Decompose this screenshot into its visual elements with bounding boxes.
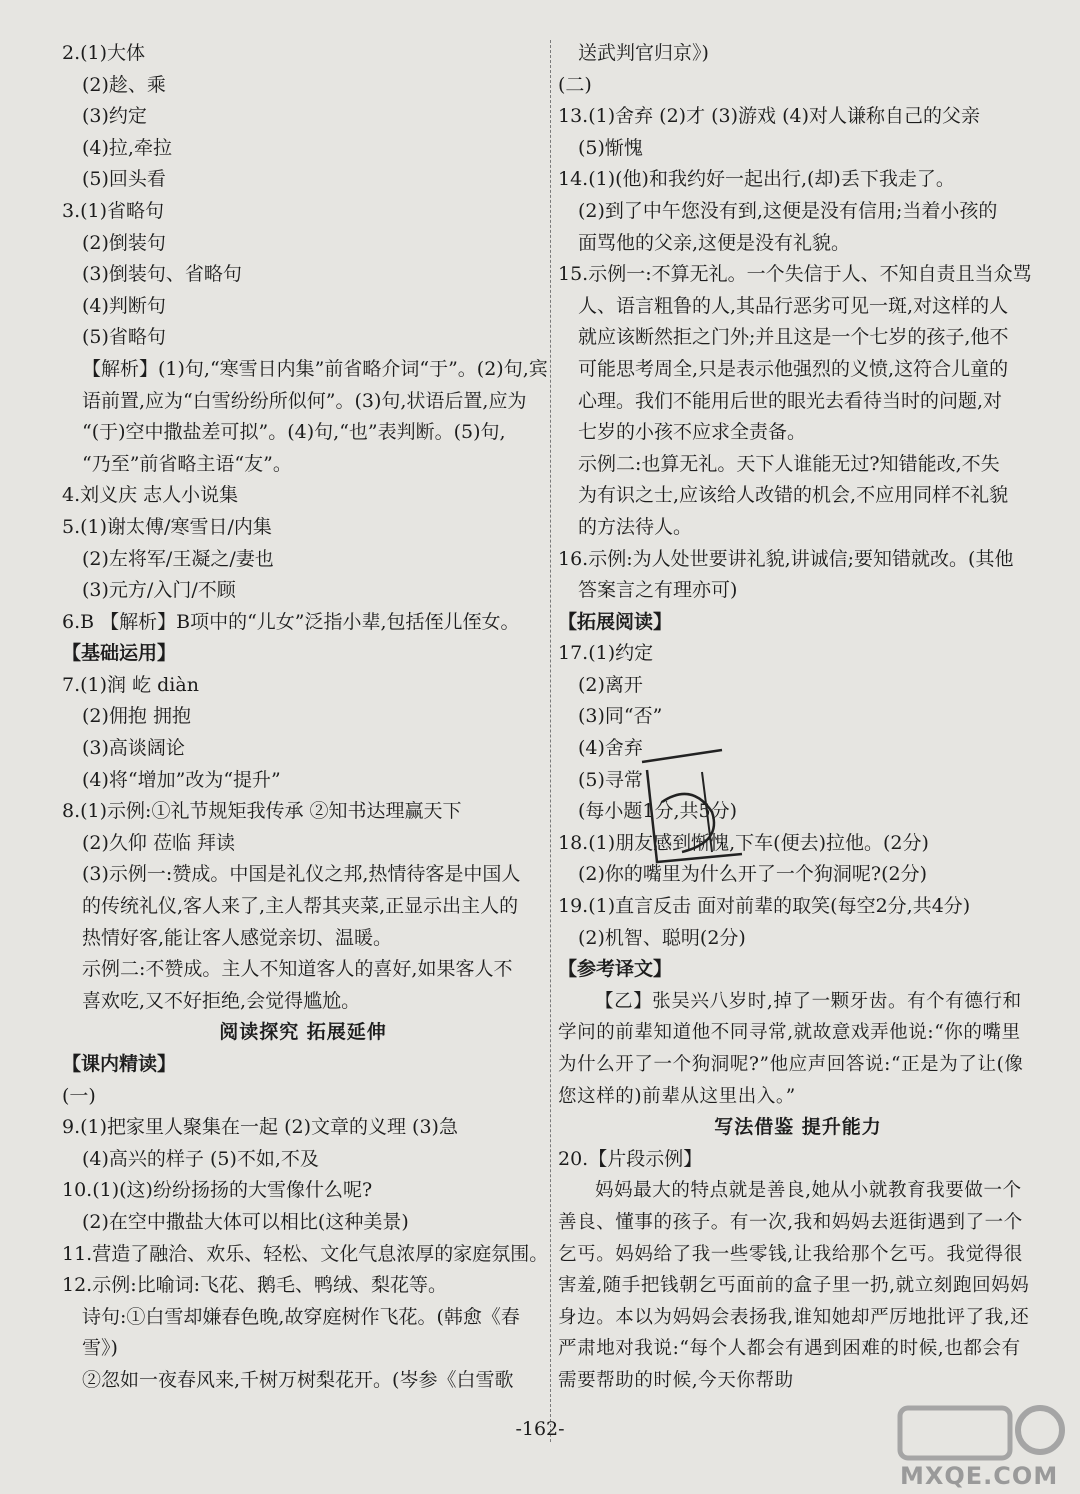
page-number: -162- [515,1418,565,1440]
section-heading: 阅读探究 拓展延伸 [219,1021,387,1044]
answer-line: 送武判官归京》) [578,42,709,64]
answer-line: 20.【片段示例】 [558,1147,703,1170]
answer-line: 心理。我们不能用后世的眼光去看待当时的问题,对 [578,389,1003,412]
answer-line: 18.(1)朋友感到惭愧,下车(便去)拉他。(2分) [558,831,929,854]
answer-line: (5)惭愧 [578,136,643,159]
answer-line: “(于)空中撒盐差可拟”。(4)句,“也”表判断。(5)句, [82,421,506,444]
answer-line: 为有识之士,应该给人改错的机会,不应用同样不礼貌 [578,484,1009,507]
answer-line: 可能思考周全,只是表示他强烈的义愤,这符合儿童的 [578,357,1009,380]
answer-line: 11.营造了融洽、欢乐、轻松、文化气息浓厚的家庭氛围。 [62,1242,549,1265]
paragraph: 【乙】张吴兴八岁时,掉了一颗牙齿。有个有德行和学问的前辈知道他不同寻常,就故意戏弄他说:“你的嘴里为什么开了一个狗洞呢?”他应声回答说:“正是为了让(像您这样的)前辈从这里出入。” [558,990,1024,1107]
section-heading: 【课内精读】 [62,1053,177,1075]
answer-line: 人、语言粗鲁的人,其品行恶劣可见一斑,对这样的人 [578,294,1009,317]
answer-line: 语前置,应为“白雪纷纷所似何”。(3)句,状语后置,应为 [82,389,527,412]
answer-line: 17.(1)约定 [558,642,654,665]
answer-line: 16.示例:为人处世要讲礼貌,讲诚信;要知错就改。(其他 [558,547,1014,570]
answer-line: (2)倒装句 [82,231,166,254]
answer-line: 示例二:不赞成。主人不知道客人的喜好,如果客人不 [82,958,513,981]
answer-line: (3)约定 [82,105,147,128]
section-heading: 【参考译文】 [558,958,673,981]
answer-line: 雪》) [82,1337,118,1360]
answer-line: (4)高兴的样子 (5)不如,不及 [82,1147,319,1170]
answer-line: (4)将“增加”改为“提升” [82,768,281,791]
answer-line: 诗句:①白雪却嫌春色晚,故穿庭树作飞花。(韩愈《春 [82,1305,520,1328]
answer-line: (3)高谈阔论 [82,737,185,760]
answer-line: (3)元方/入门/不顾 [82,579,236,602]
answer-line: 就应该断然拒之门外;并且这是一个七岁的孩子,他不 [578,326,1009,349]
answer-line: (2)趁、乘 [82,73,166,96]
answer-line: (2)左将军/王凝之/妻也 [82,547,274,570]
answer-line: 14.(1)(他)和我约好一起出行,(却)丢下我走了。 [558,168,955,191]
answer-line: (5)省略句 [82,326,166,349]
answer-line: (每小题1分,共5分) [578,800,738,823]
answer-line: (2)离开 [578,673,643,696]
answer-line: (一) [62,1084,96,1107]
answer-line: 9.(1)把家里人聚集在一起 (2)文章的义理 (3)急 [62,1116,458,1139]
answer-line: (2)佣抱 拥抱 [82,705,191,728]
answer-line: 3.(1)省略句 [62,199,165,222]
answer-line: 13.(1)舍弃 (2)才 (3)游戏 (4)对人谦称自己的父亲 [558,105,980,128]
answer-line: 19.(1)直言反击 面对前辈的取笑(每空2分,共4分) [558,895,971,918]
answer-line: (5)回头看 [82,168,166,191]
answer-line: 七岁的小孩不应求全责备。 [578,421,807,444]
paragraph: 妈妈最大的特点就是善良,她从小就教育我要做一个善良、懂事的孩子。有一次,我和妈妈去逛街遇到了一个乞丐。妈妈给了我一些零钱,让我给那个乞丐。我觉得很害羞,随手把钱朝乞丐面前的盒子里一扔,就立刻跑回妈妈身边。本以为妈妈会表扬我,谁知她却严厉地批评了我,还严肃地对我说:“每个人都会有遇到困难的时候,也都会有需要帮助的时候,今天你帮助 [558,1180,1030,1391]
answer-line: 7.(1)润 屹 diàn [62,673,199,696]
answer-line: “乃至”前省略主语“友”。 [82,452,292,475]
left-column [62,38,549,1397]
answer-line: 答案言之有理亦可) [578,579,738,602]
section-heading: 【基础运用】 [62,642,177,665]
answer-line: 6.B 【解析】B项中的“儿女”泛指小辈,包括侄儿侄女。 [62,610,520,633]
answer-line: (4)拉,牵拉 [82,136,172,159]
answer-line: 【解析】(1)句,“寒雪日内集”前省略介词“于”。(2)句,宾 [82,357,548,380]
answer-line: (5)寻常 [578,768,643,791]
answer-line: (2)到了中午您没有到,这便是没有信用;当着小孩的 [578,199,998,222]
answer-line: (3)示例一:赞成。中国是礼仪之邦,热情待客是中国人 [82,863,521,886]
answer-line: 热情好客,能让客人感觉亲切、温暖。 [82,926,393,949]
answer-line: (3)同“否” [578,705,663,728]
answer-line: (二) [558,73,592,96]
section-heading: 写法借鉴 提升能力 [714,1116,882,1139]
answer-line: 5.(1)谢太傅/寒雪日/内集 [62,515,272,538]
answer-line: 8.(1)示例:①礼节规矩我传承 ②知书达理赢天下 [62,800,462,823]
answer-line: 面骂他的父亲,这便是没有礼貌。 [578,231,851,254]
answer-line: (2)在空中撒盐大体可以相比(这种美景) [82,1210,409,1233]
handwritten-stamp-watermark [612,742,762,882]
answer-line: 示例二:也算无礼。天下人谁能无过?知错能改,不失 [578,452,1000,475]
answer-line: (2)你的嘴里为什么开了一个狗洞呢?(2分) [578,863,928,886]
answer-line: 的方法待人。 [578,515,693,538]
logo-url-watermark: MXQE.COM [900,1462,1059,1490]
column-divider [550,40,551,1442]
answer-line: 2.(1)大体 [62,42,146,64]
answer-line: 4.刘义庆 志人小说集 [62,484,239,507]
right-column [558,38,1038,1397]
answer-line: 10.(1)(这)纷纷扬扬的大雪像什么呢? [62,1179,373,1202]
answer-line: 15.示例一:不算无礼。一个失信于人、不知自责且当众骂 [558,263,1032,286]
answer-line: (2)久仰 莅临 拜读 [82,831,235,854]
answer-line: ②忽如一夜春风来,千树万树梨花开。(岑参《白雪歌 [82,1368,514,1391]
answer-line: 12.示例:比喻词:飞花、鹅毛、鸭绒、梨花等。 [62,1274,448,1297]
answer-line: (2)机智、聪明(2分) [578,926,746,949]
answer-line: (4)判断句 [82,294,166,317]
section-heading: 【拓展阅读】 [558,610,673,633]
answer-line: (3)倒装句、省略句 [82,263,242,286]
answer-line: (4)舍弃 [578,737,643,760]
answer-line: 的传统礼仪,客人来了,主人帮其夹菜,正显示出主人的 [82,895,519,918]
answer-line: 喜欢吃,又不好拒绝,会觉得尴尬。 [82,989,361,1012]
